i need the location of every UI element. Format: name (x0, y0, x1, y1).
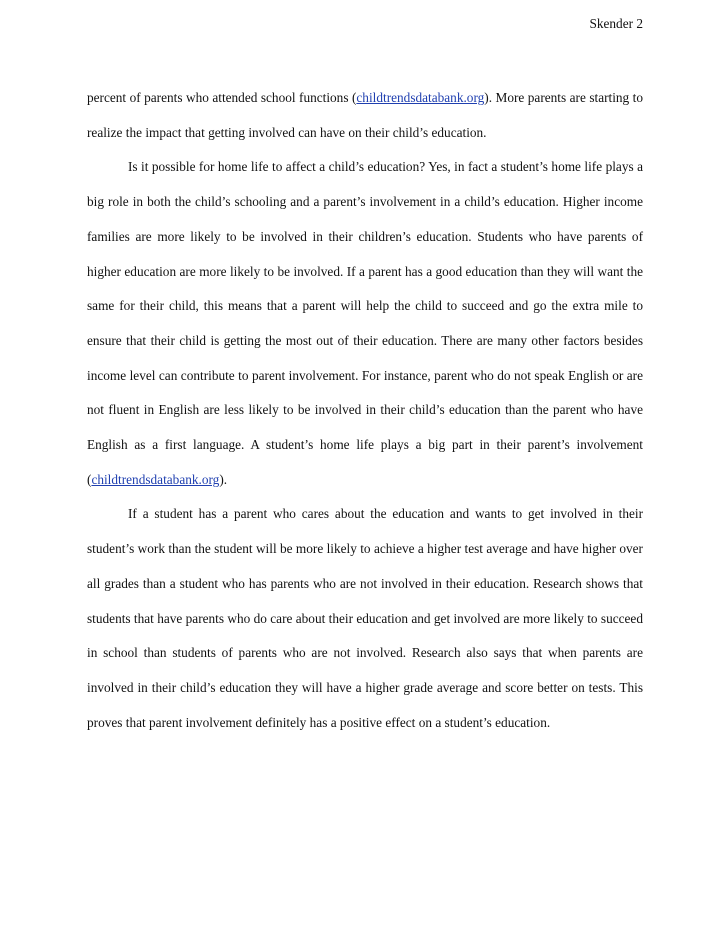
paragraph-1 (87, 81, 643, 150)
paragraph-3-text: If a student has a parent who cares about the education and wants to get involved in their student’s work than the student will be more likely to achieve a higher test average and have higher over all grades than a student who has parents who are not involved in their education. Research shows that students that have parents who do care about their education and get involved are more likely to succeed in school than students of parents who are not involved. Research also says that when parents are involved in their child’s education they will have a higher grade average and score better on tests. This proves that parent involvement definitely has a positive effect on a student’s education. (87, 506, 643, 730)
citation-link[interactable]: childtrendsdatabank.org (91, 471, 220, 487)
paragraph-2-text-after: ). (219, 471, 228, 487)
paragraph-1-text-after: ). More parents are starting to realize the impact that getting involved can have on their child’s education. (87, 90, 644, 140)
paragraph-1-text-before: percent of parents who attended school functions ( (87, 90, 357, 105)
paragraph-3 (87, 497, 643, 740)
document-body (87, 81, 643, 740)
citation-link[interactable]: childtrendsdatabank.org (356, 90, 485, 105)
paragraph-2 (87, 150, 643, 497)
paragraph-2-text-before: Is it possible for home life to affect a child’s education? Yes, in fact a student’s home life plays a big role in both the child’s schooling and a parent’s involvement in a child’s education. Higher income families are more likely to be involved in their children’s education. Students who have parents of higher education are more likely to be involved. If a parent has a good education than they will want the same for their child, this means that a parent will help the child to succeed and go the extra mile to ensure that their child is getting the most out of their education. There are many other factors besides income level can contribute to parent involvement. For instance, parent who do not speak English or are not fluent in English are less likely to be involved in their child’s education than the parent who have English as a first language. A student’s home life plays a big part in their parent’s involvement ( (87, 159, 643, 487)
running-head: Skender 2 (589, 16, 643, 31)
